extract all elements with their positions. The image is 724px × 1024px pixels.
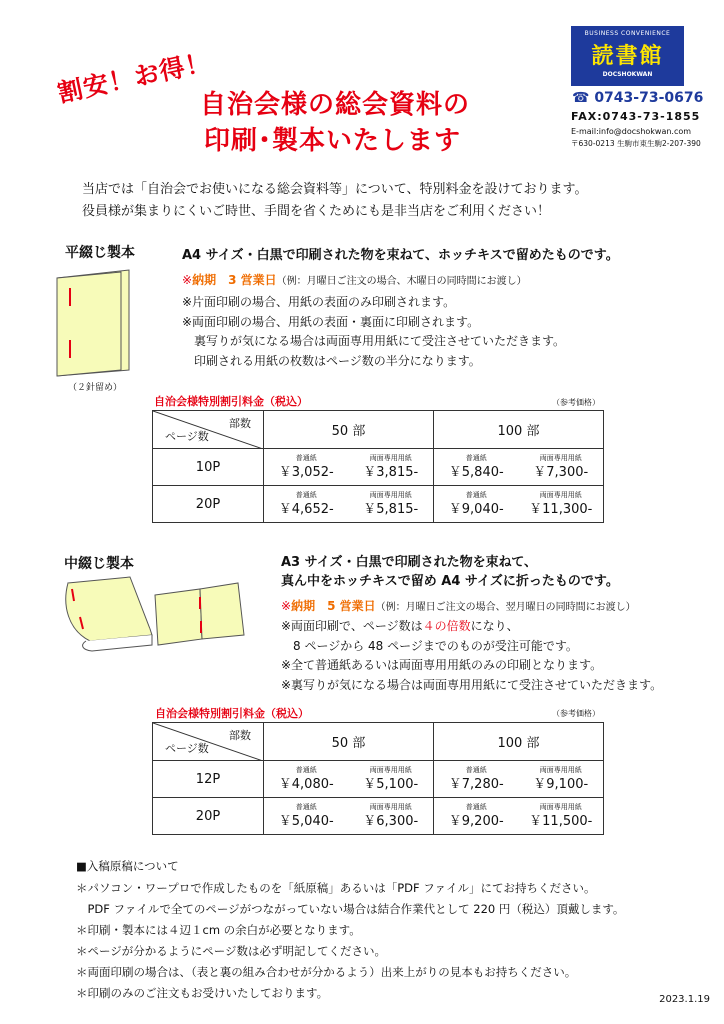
page-title-line2: 印刷･製本いたします	[204, 126, 462, 156]
corner-top-label: 部数	[229, 417, 251, 430]
table2-ref: （参考価格）	[552, 709, 600, 718]
price-value: ￥11,300-	[529, 502, 593, 517]
paper-label: 両面専用用紙	[539, 766, 582, 774]
price-value: ￥5,840-	[448, 465, 504, 480]
tel-text: 0743-73-0676	[594, 90, 704, 106]
email-address: E-mail:info@docshokwan.com	[571, 127, 692, 136]
corner-top-label: 部数	[229, 729, 251, 742]
price-value: ￥9,040-	[448, 502, 504, 517]
table2-title: 自治会様特別割引料金（税込）	[155, 707, 309, 720]
manuscript-line: PDF ファイルで全てのページがつながっていない場合は結合作業代として 220 円（税込）頂戴します。	[76, 902, 625, 916]
flat-binding-illustration	[55, 268, 135, 380]
section1-heading: 平綴じ製本	[65, 245, 135, 261]
corner-bottom-label: ページ数	[165, 430, 209, 443]
intro-line1: 当店では「自治会でお使いになる総会資料等」について、特別料金を設けております。	[82, 182, 588, 197]
logo-tagline: BUSINESS CONVENIENCE	[584, 30, 671, 37]
table-row	[153, 798, 604, 835]
price-value: ￥4,652-	[278, 502, 334, 517]
section2-note	[281, 617, 519, 634]
note-text: ※両面印刷で、ページ数は	[281, 619, 423, 633]
paper-label: 両面専用用紙	[539, 803, 582, 811]
price-cell-50	[264, 798, 434, 835]
row-pages: 20P	[153, 798, 264, 835]
paper-label: 両面専用用紙	[369, 803, 412, 811]
note-highlight: ４の倍数	[422, 619, 471, 633]
paper-label: 両面専用用紙	[539, 454, 582, 462]
section1-note: 裏写りが気になる場合は両面専用用紙にて受注させていただきます。	[182, 334, 566, 348]
section1-image-caption: （２針留め）	[68, 383, 123, 393]
manuscript-line: ＊パソコン・ワープロで作成したものを「紙原稿」あるいは「PDF ファイル」にてお持ちください。	[76, 881, 596, 895]
column-header: 50 部	[264, 411, 434, 449]
note-text: になり、	[470, 619, 519, 633]
delivery-note: （例：月曜日ご注文の場合、木曜日の同時間にお渡し）	[276, 276, 527, 287]
paper-label: 普通紙	[295, 766, 317, 774]
price-cell-100	[434, 761, 604, 798]
paper-label: 普通紙	[465, 803, 487, 811]
price-table-2	[152, 722, 604, 835]
paper-label: 普通紙	[295, 803, 317, 811]
delivery-mark: ※	[281, 599, 292, 613]
paper-label: 両面専用用紙	[369, 491, 412, 499]
delivery-label: 納期 5 営業日	[291, 599, 376, 613]
tel-number	[572, 90, 703, 106]
table-row	[153, 449, 604, 486]
section1-note: ※両面印刷の場合、用紙の表面・裏面に印刷されます。	[182, 315, 480, 329]
price-value: ￥9,200-	[448, 814, 504, 829]
price-cell-50	[264, 486, 434, 523]
delivery-mark: ※	[182, 273, 193, 287]
price-table-1	[152, 410, 604, 523]
table-corner	[153, 723, 264, 761]
manuscript-line: ＊ページが分かるようにページ数は必ず明記してください。	[76, 944, 387, 958]
row-pages: 20P	[153, 486, 264, 523]
price-value: ￥5,100-	[363, 777, 419, 792]
price-value: ￥9,100-	[533, 777, 589, 792]
price-value: ￥4,080-	[278, 777, 334, 792]
saddle-stitch-illustration	[60, 575, 250, 655]
column-header: 50 部	[264, 723, 434, 761]
catch-copy: 割安！お得！	[55, 47, 214, 108]
paper-label: 普通紙	[465, 491, 487, 499]
column-header: 100 部	[434, 723, 604, 761]
price-value: ￥11,500-	[529, 814, 593, 829]
price-value: ￥3,052-	[278, 465, 334, 480]
section1-note: 印刷される用紙の枚数はページ数の半分になります。	[182, 354, 481, 368]
logo-name: 読書館	[591, 44, 664, 69]
paper-label: 普通紙	[295, 491, 317, 499]
fax-number: FAX:0743-73-1855	[571, 110, 701, 123]
section1-description: A4 サイズ・白黒で印刷された物を束ねて、ホッチキスで留めたものです。	[182, 248, 619, 263]
price-value: ￥7,300-	[533, 465, 589, 480]
price-cell-100	[434, 486, 604, 523]
price-cell-100	[434, 798, 604, 835]
section2-heading: 中綴じ製本	[64, 556, 134, 572]
price-value: ￥5,040-	[278, 814, 334, 829]
section1-delivery	[182, 271, 527, 288]
table1-title: 自治会様特別割引料金（税込）	[154, 395, 308, 408]
corner-bottom-label: ページ数	[165, 742, 209, 755]
paper-label: 両面専用用紙	[369, 454, 412, 462]
delivery-label: 納期 3 営業日	[192, 273, 277, 287]
table-corner	[153, 411, 264, 449]
price-cell-50	[264, 449, 434, 486]
delivery-note: （例：月曜日ご注文の場合、翌月曜日の同時間にお渡し）	[375, 602, 636, 613]
row-pages: 12P	[153, 761, 264, 798]
section2-delivery	[281, 597, 636, 614]
table1-ref: （参考価格）	[552, 398, 600, 407]
price-value: ￥3,815-	[363, 465, 419, 480]
manuscript-line: ＊印刷・製本には４辺１cm の余白が必要となります。	[76, 923, 361, 937]
row-pages: 10P	[153, 449, 264, 486]
manuscript-line: ＊両面印刷の場合は、（表と裏の組み合わせが分かるよう）出来上がりの見本もお持ちください。	[76, 965, 577, 979]
logo-romaji: DOCSHOKWAN	[602, 71, 653, 78]
price-cell-100	[434, 449, 604, 486]
intro-line2: 役員様が集まりにくいご時世、手間を省くためにも是非当店をご利用ください！	[82, 204, 551, 219]
shop-address: 〒630-0213 生駒市東生駒2-207-390	[571, 139, 701, 148]
shop-logo	[571, 26, 684, 86]
price-value: ￥5,815-	[363, 502, 419, 517]
section2-description-line2: 真ん中をホッチキスで留め A4 サイズに折ったものです。	[281, 574, 619, 589]
phone-icon: ☎	[572, 90, 595, 106]
page-title-line1: 自治会様の総会資料の	[200, 90, 471, 120]
section2-note: 8 ページから 48 ページまでのものが受注可能です。	[281, 639, 578, 653]
column-header: 100 部	[434, 411, 604, 449]
price-value: ￥6,300-	[363, 814, 419, 829]
price-value: ￥7,280-	[448, 777, 504, 792]
section1-note: ※片面印刷の場合、用紙の表面のみ印刷されます。	[182, 295, 456, 309]
manuscript-heading: ■入稿原稿について	[76, 859, 179, 873]
section2-description-line1: A3 サイズ・白黒で印刷された物を束ねて、	[281, 555, 538, 570]
paper-label: 普通紙	[465, 454, 487, 462]
paper-label: 普通紙	[295, 454, 317, 462]
table-row	[153, 486, 604, 523]
section2-note: ※全て普通紙あるいは両面専用用紙のみの印刷となります。	[281, 658, 603, 672]
section2-note: ※裏写りが気になる場合は両面専用用紙にて受注させていただきます。	[281, 678, 663, 692]
paper-label: 両面専用用紙	[539, 491, 582, 499]
paper-label: 両面専用用紙	[369, 766, 412, 774]
manuscript-line: ＊印刷のみのご注文もお受けいたしております。	[76, 986, 329, 1000]
document-date: 2023.1.19	[659, 994, 710, 1005]
price-cell-50	[264, 761, 434, 798]
table-row	[153, 761, 604, 798]
paper-label: 普通紙	[465, 766, 487, 774]
